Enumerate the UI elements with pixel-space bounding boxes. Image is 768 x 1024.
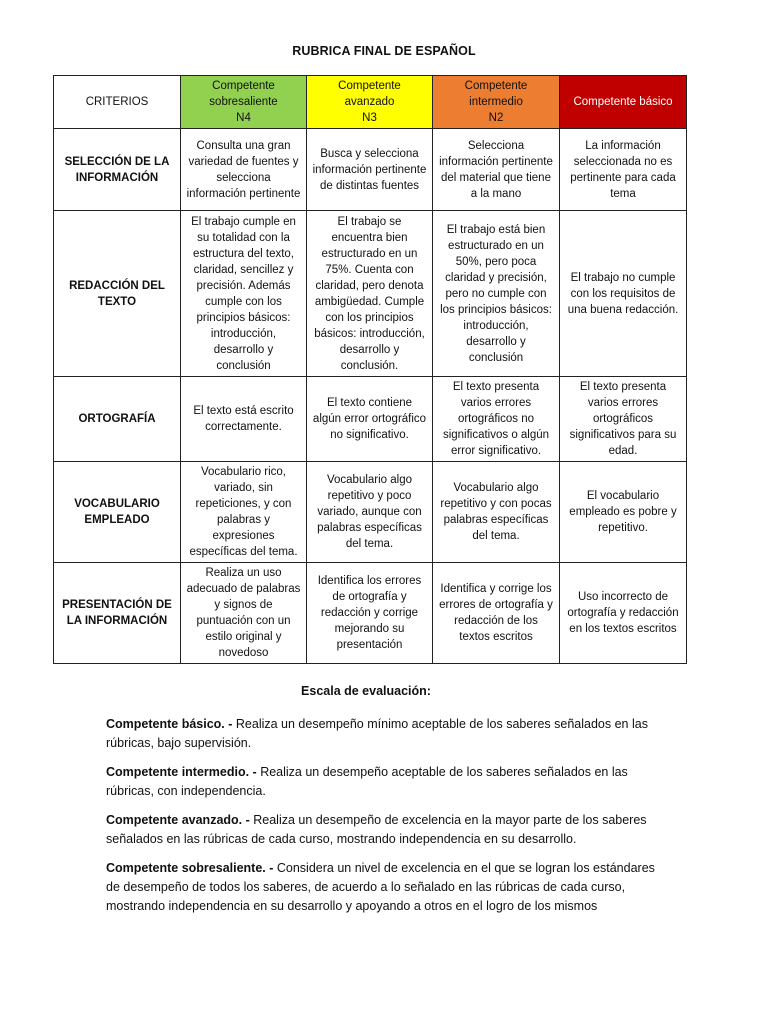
n3-cell: Busca y selecciona información pertinente de distintas fuentes xyxy=(307,129,433,211)
n4-cell: El texto está escrito correctamente. xyxy=(181,377,307,462)
header-n3-level: N3 xyxy=(362,112,377,124)
evaluation-scale xyxy=(106,682,666,926)
n3-cell: El texto contiene algún error ortográfico no significativo. xyxy=(307,377,433,462)
n2-cell: El trabajo está bien estructurado en un 50%, pero poca claridad y precisión, pero no cumple con los principios básicos: introducción, desarrollo y conclusión xyxy=(433,211,560,377)
basic-cell: Uso incorrecto de ortografía y redacción en los textos escritos xyxy=(560,563,687,664)
table-row xyxy=(54,211,687,377)
header-competente-basico xyxy=(560,76,687,129)
document-title: RUBRICA FINAL DE ESPAÑOL xyxy=(292,44,476,58)
header-basic-text: Competente básico xyxy=(573,96,673,108)
header-competente-intermedio xyxy=(433,76,560,129)
n2-cell: Selecciona información pertinente del material que tiene a la mano xyxy=(433,129,560,211)
criterion-cell: REDACCIÓN DEL TEXTO xyxy=(54,211,181,377)
scale-item xyxy=(106,811,666,849)
scale-item xyxy=(106,859,666,916)
scale-item-text: Considera un nivel de excelencia en el que se logran los estándares de desempeño de todos los saberes, de acuerdo a lo señalado en las rúbricas de cada curso, mostrando independencia en su desarrollo y apoyando a otros en el logro de los mismos xyxy=(106,861,655,913)
table-row xyxy=(54,129,687,211)
header-n3-line1: Competente xyxy=(338,80,401,92)
header-n3-line2: avanzado xyxy=(344,96,395,108)
rubric-table xyxy=(53,75,687,664)
criterion-cell: VOCABULARIO EMPLEADO xyxy=(54,462,181,563)
n3-cell: Identifica los errores de ortografía y redacción y corrige mejorando su presentación xyxy=(307,563,433,664)
criterion-cell: SELECCIÓN DE LA INFORMACIÓN xyxy=(54,129,181,211)
basic-cell: El trabajo no cumple con los requisitos de una buena redacción. xyxy=(560,211,687,377)
basic-cell: El texto presenta varios errores ortográficos significativos para su edad. xyxy=(560,377,687,462)
n3-cell: El trabajo se encuentra bien estructurado en un 75%. Cuenta con claridad, pero denota ambigüedad. Cumple con los principios básicos: introducción, desarrollo y conclusión. xyxy=(307,211,433,377)
scale-item-label: Competente intermedio. - xyxy=(106,765,257,779)
scale-item-text: Realiza un desempeño aceptable de los saberes señalados en las rúbricas, con independencia. xyxy=(106,765,628,798)
n4-cell: Realiza un uso adecuado de palabras y signos de puntuación con un estilo original y novedoso xyxy=(181,563,307,664)
n4-cell: Vocabulario rico, variado, sin repeticiones, y con palabras y expresiones específicas del tema. xyxy=(181,462,307,563)
header-n2-line2: intermedio xyxy=(469,96,523,108)
scale-item-label: Competente básico. - xyxy=(106,717,233,731)
basic-cell: El vocabulario empleado es pobre y repetitivo. xyxy=(560,462,687,563)
basic-cell: La información seleccionada no es pertinente para cada tema xyxy=(560,129,687,211)
scale-item-text: Realiza un desempeño mínimo aceptable de los saberes señalados en las rúbricas, bajo supervisión. xyxy=(106,717,648,750)
n2-cell: El texto presenta varios errores ortográficos no significativos o algún error significativo. xyxy=(433,377,560,462)
n4-cell: Consulta una gran variedad de fuentes y selecciona información pertinente xyxy=(181,129,307,211)
scale-item xyxy=(106,763,666,801)
header-competente-avanzado xyxy=(307,76,433,129)
criterion-cell: PRESENTACIÓN DE LA INFORMACIÓN xyxy=(54,563,181,664)
scale-item-label: Competente sobresaliente. - xyxy=(106,861,274,875)
header-n4-line2: sobresaliente xyxy=(209,96,278,108)
n2-cell: Vocabulario algo repetitivo y con pocas palabras específicas del tema. xyxy=(433,462,560,563)
header-competente-sobresaliente xyxy=(181,76,307,129)
header-criterios xyxy=(54,76,181,129)
scale-title: Escala de evaluación: xyxy=(301,684,431,698)
scale-item xyxy=(106,715,666,753)
scale-item-label: Competente avanzado. - xyxy=(106,813,250,827)
table-header-row xyxy=(54,76,687,129)
header-n2-line1: Competente xyxy=(464,80,528,92)
table-row xyxy=(54,563,687,664)
header-criterios-text: CRITERIOS xyxy=(85,96,149,108)
header-n4-line1: Competente xyxy=(212,80,275,92)
scale-item-text: Realiza un desempeño de excelencia en la mayor parte de los saberes señalados en las rúbricas de cada curso, mostrando independencia en su desarrollo. xyxy=(106,813,647,846)
table-row xyxy=(54,377,687,462)
header-n4-level: N4 xyxy=(236,112,251,124)
n2-cell: Identifica y corrige los errores de ortografía y redacción de los textos escritos xyxy=(433,563,560,664)
table-row xyxy=(54,462,687,563)
header-n2-level: N2 xyxy=(488,112,504,124)
n3-cell: Vocabulario algo repetitivo y poco variado, aunque con palabras específicas del tema. xyxy=(307,462,433,563)
criterion-cell: ORTOGRAFÍA xyxy=(54,377,181,462)
n4-cell: El trabajo cumple en su totalidad con la estructura del texto, claridad, sencillez y precisión. Además cumple con los principios básicos: introducción, desarrollo y conclusión xyxy=(181,211,307,377)
